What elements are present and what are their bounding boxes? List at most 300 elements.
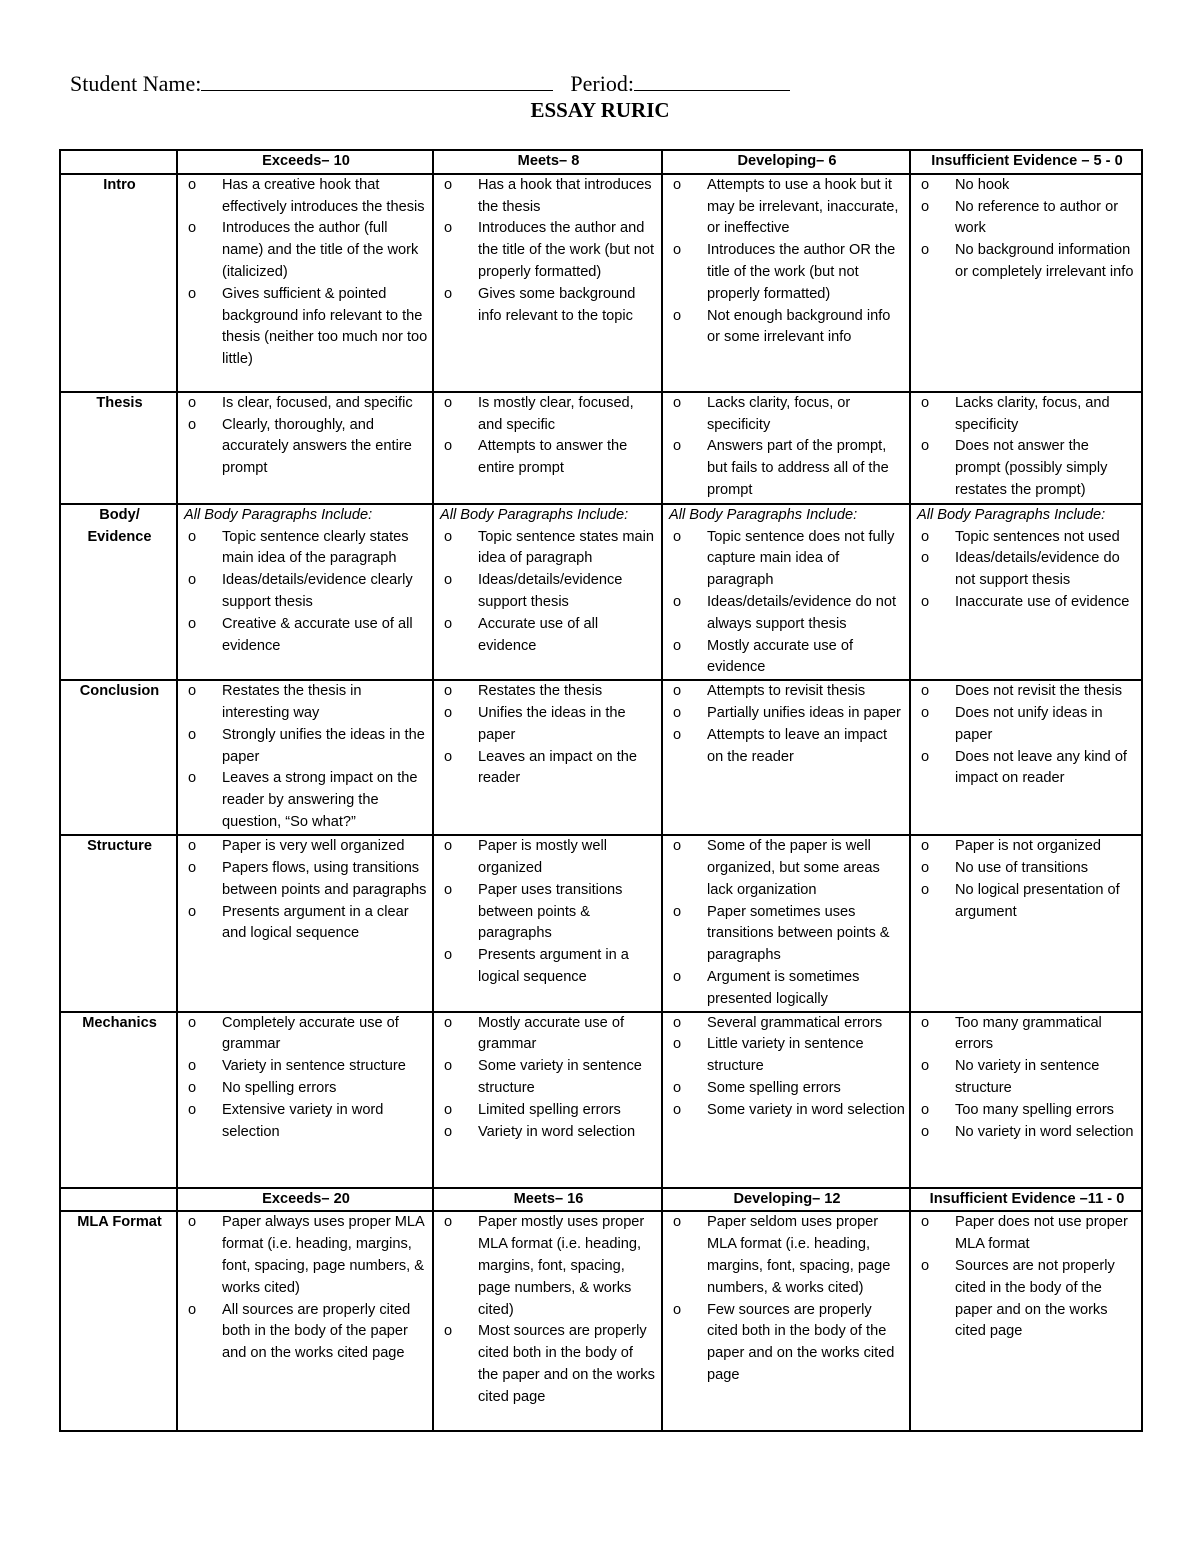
- bullet-icon: o: [921, 528, 930, 545]
- criterion-cell: Mechanics: [60, 1012, 177, 1188]
- period-blank[interactable]: [634, 70, 790, 91]
- descriptor-list: [184, 1212, 428, 1365]
- descriptor-text: Creative & accurate use of all evidence: [222, 615, 413, 654]
- descriptor-item: [440, 1100, 657, 1122]
- descriptor-list: [184, 175, 428, 371]
- descriptor-text: Some variety in sentence structure: [478, 1058, 642, 1096]
- descriptor-text: Paper seldom uses proper MLA format (i.e. heading, margins, font, spacing, page numbers, & works cited): [707, 1214, 891, 1296]
- descriptor-text: Does not answer the prompt (possibly simply restates the prompt): [955, 438, 1108, 498]
- descriptor-text: Leaves an impact on the reader: [478, 748, 638, 787]
- descriptor-cell: [177, 835, 433, 1011]
- descriptor-text: Paper always uses proper MLA format (i.e. heading, margins, font, spacing, page numbers, & works cited): [222, 1214, 425, 1296]
- bullet-icon: o: [921, 748, 930, 765]
- descriptor-item: [440, 527, 657, 571]
- descriptor-cell: [433, 174, 662, 392]
- descriptor-list: [669, 1013, 905, 1122]
- bullet-icon: o: [921, 176, 930, 193]
- bullet-icon: o: [188, 394, 197, 411]
- descriptor-cell: [177, 1211, 433, 1431]
- descriptor-text: Little variety in sentence structure: [707, 1036, 864, 1075]
- descriptor-item: [440, 681, 657, 703]
- descriptor-text: Most sources are properly cited both in the body of the paper and on the works cited page: [478, 1323, 655, 1405]
- descriptor-list: [440, 393, 657, 480]
- descriptor-text: Papers flows, using transitions between points and paragraphs: [222, 859, 427, 898]
- descriptor-text: Topic sentence states main idea of paragraph: [478, 528, 655, 567]
- descriptor-text: Partially unifies ideas in paper: [707, 704, 901, 721]
- descriptor-text: Some spelling errors: [707, 1079, 841, 1096]
- bullet-icon: o: [188, 1101, 197, 1118]
- descriptor-text: Several grammatical errors: [707, 1014, 883, 1031]
- descriptor-text: Paper is not organized: [955, 838, 1102, 855]
- descriptor-list: [669, 527, 905, 680]
- bullet-icon: o: [188, 176, 197, 193]
- descriptor-item: [917, 1122, 1137, 1144]
- descriptor-cell: [910, 1211, 1142, 1431]
- descriptor-item: [440, 1321, 657, 1408]
- rubric-row: [60, 504, 1142, 680]
- descriptor-item: [917, 548, 1137, 592]
- mla-header-row: [60, 1188, 1142, 1212]
- descriptor-list: [669, 393, 905, 502]
- descriptor-list: [184, 681, 428, 834]
- bullet-icon: o: [921, 881, 930, 898]
- descriptor-text: Paper does not use proper MLA format: [955, 1214, 1128, 1253]
- descriptor-text: Paper is very well organized: [222, 838, 405, 855]
- bullet-icon: o: [444, 838, 453, 855]
- descriptor-item: [184, 725, 428, 769]
- descriptor-item: [440, 945, 657, 989]
- descriptor-item: [669, 1300, 905, 1387]
- descriptor-text: Variety in sentence structure: [222, 1058, 406, 1075]
- descriptor-text: Attempts to answer the entire prompt: [478, 438, 628, 477]
- bullet-icon: o: [673, 1214, 682, 1231]
- descriptor-text: Completely accurate use of grammar: [222, 1014, 399, 1053]
- descriptor-item: [669, 436, 905, 501]
- cell-note: All Body Paragraphs Include:: [669, 506, 858, 523]
- descriptor-item: [440, 436, 657, 480]
- bullet-icon: o: [444, 615, 453, 632]
- bullet-icon: o: [444, 1214, 453, 1231]
- descriptor-text: Accurate use of all evidence: [478, 615, 599, 654]
- descriptor-item: [669, 636, 905, 680]
- page-title: ESSAY RURIC: [530, 98, 670, 122]
- column-header: Meets– 16: [433, 1188, 662, 1212]
- bullet-icon: o: [673, 704, 682, 721]
- descriptor-item: [440, 836, 657, 880]
- descriptor-text: Introduces the author and the title of the work (but not properly formatted): [478, 220, 655, 280]
- descriptor-text: Argument is sometimes presented logically: [707, 968, 860, 1007]
- descriptor-cell: [433, 1211, 662, 1431]
- bullet-icon: o: [921, 1101, 930, 1118]
- header-corner-cell: [60, 1188, 177, 1212]
- descriptor-text: Gives some background info relevant to the topic: [478, 285, 636, 324]
- descriptor-item: [669, 306, 905, 350]
- descriptor-item: [669, 1034, 905, 1078]
- descriptor-text: Does not revisit the thesis: [955, 683, 1123, 700]
- descriptor-text: No use of transitions: [955, 859, 1089, 876]
- descriptor-cell: [662, 504, 910, 680]
- descriptor-cell: [433, 1012, 662, 1188]
- bullet-icon: o: [921, 242, 930, 259]
- descriptor-item: [669, 175, 905, 240]
- descriptor-item: [917, 592, 1137, 614]
- descriptor-list: [440, 836, 657, 989]
- bullet-icon: o: [444, 1014, 453, 1031]
- descriptor-text: Lacks clarity, focus, or specificity: [707, 394, 851, 433]
- descriptor-item: [184, 175, 428, 219]
- bullet-icon: o: [921, 1257, 930, 1274]
- bullet-icon: o: [921, 1123, 930, 1140]
- bullet-icon: o: [673, 176, 682, 193]
- descriptor-item: [669, 725, 905, 769]
- descriptor-cell: [177, 392, 433, 504]
- descriptor-text: Some of the paper is well organized, but some areas lack organization: [707, 838, 880, 898]
- descriptor-text: Paper uses transitions between points & paragraphs: [478, 881, 623, 942]
- descriptor-text: Lacks clarity, focus, and specificity: [955, 394, 1110, 433]
- bullet-icon: o: [921, 683, 930, 700]
- bullet-icon: o: [921, 198, 930, 215]
- descriptor-cell: [433, 680, 662, 835]
- column-header: Exceeds– 20: [177, 1188, 433, 1212]
- descriptor-item: [184, 284, 428, 371]
- descriptor-item: [669, 703, 905, 725]
- bullet-icon: o: [444, 438, 453, 455]
- descriptor-item: [440, 880, 657, 945]
- descriptor-text: Mostly accurate use of grammar: [478, 1014, 625, 1053]
- bullet-icon: o: [921, 859, 930, 876]
- descriptor-list: [917, 1013, 1137, 1144]
- bullet-icon: o: [188, 220, 197, 237]
- bullet-icon: o: [921, 1058, 930, 1075]
- descriptor-cell: [910, 174, 1142, 392]
- descriptor-list: [440, 527, 657, 658]
- descriptor-text: Answers part of the prompt, but fails to address all of the prompt: [707, 438, 889, 498]
- student-name-blank[interactable]: [201, 70, 553, 91]
- bullet-icon: o: [444, 947, 453, 964]
- descriptor-item: [440, 218, 657, 283]
- bullet-icon: o: [188, 285, 197, 302]
- bullet-icon: o: [921, 1014, 930, 1031]
- descriptor-text: Some variety in word selection: [707, 1101, 905, 1118]
- bullet-icon: o: [444, 176, 453, 193]
- descriptor-cell: [177, 1012, 433, 1188]
- header-row: [60, 150, 1142, 174]
- descriptor-text: Attempts to revisit thesis: [707, 683, 866, 700]
- bullet-icon: o: [444, 572, 453, 589]
- bullet-icon: o: [188, 528, 197, 545]
- descriptor-item: [184, 768, 428, 833]
- descriptor-text: Has a hook that introduces the thesis: [478, 176, 652, 215]
- descriptor-text: No logical presentation of argument: [955, 881, 1120, 920]
- descriptor-list: [184, 393, 428, 480]
- descriptor-cell: [433, 392, 662, 504]
- descriptor-cell: [910, 680, 1142, 835]
- descriptor-text: Not enough background info or some irrelevant info: [707, 307, 891, 346]
- descriptor-item: [184, 681, 428, 725]
- bullet-icon: o: [921, 704, 930, 721]
- bullet-icon: o: [188, 1058, 197, 1075]
- descriptor-text: Unifies the ideas in the paper: [478, 704, 626, 743]
- descriptor-item: [440, 393, 657, 437]
- bullet-icon: o: [673, 637, 682, 654]
- descriptor-list: [917, 836, 1137, 923]
- descriptor-item: [440, 175, 657, 219]
- bullet-icon: o: [673, 438, 682, 455]
- descriptor-item: [917, 836, 1137, 858]
- descriptor-item: [184, 902, 428, 946]
- bullet-icon: o: [673, 838, 682, 855]
- descriptor-text: Few sources are properly cited both in the body of the paper and on the works cited page: [707, 1301, 895, 1383]
- bullet-icon: o: [673, 307, 682, 324]
- descriptor-list: [917, 1212, 1137, 1343]
- criterion-cell: Body/ Evidence: [60, 504, 177, 680]
- bullet-icon: o: [444, 220, 453, 237]
- descriptor-item: [669, 1013, 905, 1035]
- descriptor-item: [184, 836, 428, 858]
- descriptor-list: [917, 175, 1137, 284]
- descriptor-item: [917, 175, 1137, 197]
- descriptor-text: Paper sometimes uses transitions between points & paragraphs: [707, 903, 890, 964]
- descriptor-text: Ideas/details/evidence do not always support thesis: [707, 593, 897, 632]
- column-header: Exceeds– 10: [177, 150, 433, 174]
- descriptor-list: [669, 836, 905, 1010]
- descriptor-cell: [177, 174, 433, 392]
- descriptor-item: [917, 858, 1137, 880]
- descriptor-item: [917, 197, 1137, 241]
- bullet-icon: o: [444, 394, 453, 411]
- bullet-icon: o: [188, 615, 197, 632]
- descriptor-item: [669, 527, 905, 592]
- criterion-cell: Intro: [60, 174, 177, 392]
- descriptor-cell: [910, 835, 1142, 1011]
- bullet-icon: o: [673, 1101, 682, 1118]
- bullet-icon: o: [188, 1079, 197, 1096]
- bullet-icon: o: [188, 903, 197, 920]
- descriptor-text: Introduces the author OR the title of the work (but not properly formatted): [707, 242, 896, 302]
- descriptor-item: [184, 1056, 428, 1078]
- descriptor-list: [917, 681, 1137, 790]
- bullet-icon: o: [188, 859, 197, 876]
- descriptor-text: Strongly unifies the ideas in the paper: [222, 726, 425, 765]
- descriptor-list: [184, 1013, 428, 1144]
- descriptor-text: Has a creative hook that effectively introduces the thesis: [222, 176, 425, 215]
- descriptor-cell: [177, 680, 433, 835]
- descriptor-item: [917, 1013, 1137, 1057]
- descriptor-text: No background information or completely irrelevant info: [955, 242, 1134, 280]
- bullet-icon: o: [921, 550, 930, 567]
- bullet-icon: o: [188, 838, 197, 855]
- descriptor-text: No variety in word selection: [955, 1123, 1134, 1140]
- descriptor-item: [917, 1100, 1137, 1122]
- descriptor-item: [184, 570, 428, 614]
- descriptor-text: Restates the thesis: [478, 683, 603, 700]
- rubric-row: [60, 1012, 1142, 1188]
- descriptor-item: [917, 681, 1137, 703]
- descriptor-item: [184, 1078, 428, 1100]
- bullet-icon: o: [673, 1014, 682, 1031]
- descriptor-cell: [177, 504, 433, 680]
- descriptor-text: Ideas/details/evidence support thesis: [478, 572, 623, 610]
- descriptor-item: [184, 1300, 428, 1365]
- bullet-icon: o: [188, 1214, 197, 1231]
- descriptor-item: [440, 1013, 657, 1057]
- rubric-row: [60, 835, 1142, 1011]
- descriptor-text: Leaves a strong impact on the reader by answering the question, “So what?”: [222, 770, 418, 830]
- descriptor-item: [917, 1256, 1137, 1343]
- bullet-icon: o: [444, 1101, 453, 1118]
- descriptor-text: Does not unify ideas in paper: [955, 704, 1103, 743]
- descriptor-text: Attempts to use a hook but it may be irrelevant, inaccurate, or ineffective: [707, 176, 899, 237]
- criterion-cell: Structure: [60, 835, 177, 1011]
- column-header: Developing– 6: [662, 150, 910, 174]
- descriptor-list: [184, 527, 428, 658]
- descriptor-cell: [662, 1211, 910, 1431]
- bullet-icon: o: [444, 528, 453, 545]
- descriptor-cell: [662, 1012, 910, 1188]
- cell-note: All Body Paragraphs Include:: [184, 506, 373, 523]
- bullet-icon: o: [673, 1079, 682, 1096]
- descriptor-item: [440, 703, 657, 747]
- cell-note: All Body Paragraphs Include:: [917, 506, 1106, 523]
- criterion-cell: MLA Format: [60, 1211, 177, 1431]
- descriptor-cell: [662, 392, 910, 504]
- bullet-icon: o: [673, 683, 682, 700]
- bullet-icon: o: [188, 770, 197, 787]
- descriptor-list: [440, 175, 657, 328]
- bullet-icon: o: [921, 1214, 930, 1231]
- bullet-icon: o: [444, 748, 453, 765]
- descriptor-item: [440, 570, 657, 614]
- bullet-icon: o: [444, 1323, 453, 1340]
- bullet-icon: o: [188, 726, 197, 743]
- descriptor-cell: [662, 835, 910, 1011]
- descriptor-item: [917, 240, 1137, 284]
- bullet-icon: o: [673, 394, 682, 411]
- period-label: Period:: [570, 71, 634, 96]
- descriptor-item: [669, 836, 905, 901]
- descriptor-text: Presents argument in a logical sequence: [478, 947, 629, 985]
- rubric-row: [60, 680, 1142, 835]
- descriptor-cell: [910, 392, 1142, 504]
- descriptor-item: [669, 592, 905, 636]
- bullet-icon: o: [444, 881, 453, 898]
- descriptor-text: Topic sentences not used: [955, 528, 1120, 545]
- descriptor-text: No spelling errors: [222, 1079, 337, 1096]
- descriptor-text: Limited spelling errors: [478, 1101, 621, 1118]
- descriptor-item: [669, 1100, 905, 1122]
- descriptor-list: [440, 1013, 657, 1144]
- rubric-row: [60, 1211, 1142, 1431]
- descriptor-item: [184, 393, 428, 415]
- descriptor-text: No reference to author or work: [955, 198, 1119, 237]
- rubric-row: [60, 174, 1142, 392]
- descriptor-text: Clearly, thoroughly, and accurately answers the entire prompt: [222, 416, 412, 477]
- bullet-icon: o: [444, 1058, 453, 1075]
- criterion-cell: Conclusion: [60, 680, 177, 835]
- descriptor-item: [184, 527, 428, 571]
- descriptor-item: [669, 1212, 905, 1299]
- bullet-icon: o: [673, 242, 682, 259]
- bullet-icon: o: [673, 903, 682, 920]
- descriptor-list: [184, 836, 428, 945]
- bullet-icon: o: [921, 394, 930, 411]
- bullet-icon: o: [673, 726, 682, 743]
- rubric-row: [60, 392, 1142, 504]
- column-header: Insufficient Evidence –11 - 0: [910, 1188, 1142, 1212]
- bullet-icon: o: [188, 416, 197, 433]
- descriptor-item: [184, 1212, 428, 1299]
- header-line: [70, 70, 790, 97]
- descriptor-item: [669, 967, 905, 1011]
- descriptor-text: Topic sentence clearly states main idea of the paragraph: [222, 528, 409, 567]
- descriptor-item: [669, 393, 905, 437]
- descriptor-cell: [662, 680, 910, 835]
- descriptor-text: Paper is mostly well organized: [478, 838, 607, 876]
- descriptor-item: [917, 880, 1137, 924]
- descriptor-text: Paper mostly uses proper MLA format (i.e. heading, margins, font, spacing, page numbers, & works cited): [478, 1214, 645, 1318]
- descriptor-text: All sources are properly cited both in the body of the paper and on the works cited page: [222, 1301, 411, 1362]
- student-name-label: Student Name:: [70, 71, 202, 96]
- descriptor-text: No hook: [955, 176, 1010, 193]
- descriptor-list: [669, 175, 905, 349]
- descriptor-item: [917, 747, 1137, 791]
- descriptor-item: [184, 1013, 428, 1057]
- descriptor-item: [917, 527, 1137, 549]
- descriptor-item: [440, 614, 657, 658]
- bullet-icon: o: [188, 1301, 197, 1318]
- bullet-icon: o: [444, 704, 453, 721]
- column-header: Meets– 8: [433, 150, 662, 174]
- descriptor-text: Mostly accurate use of evidence: [707, 637, 854, 676]
- descriptor-text: Topic sentence does not fully capture main idea of paragraph: [707, 528, 895, 589]
- bullet-icon: o: [444, 1123, 453, 1140]
- bullet-icon: o: [673, 528, 682, 545]
- descriptor-cell: [433, 835, 662, 1011]
- descriptor-text: Variety in word selection: [478, 1123, 636, 1140]
- bullet-icon: o: [444, 683, 453, 700]
- bullet-icon: o: [921, 438, 930, 455]
- descriptor-list: [669, 1212, 905, 1386]
- descriptor-text: Restates the thesis in interesting way: [222, 683, 362, 721]
- cell-note: All Body Paragraphs Include:: [440, 506, 629, 523]
- descriptor-list: [440, 681, 657, 790]
- descriptor-item: [917, 703, 1137, 747]
- bullet-icon: o: [673, 968, 682, 985]
- descriptor-item: [917, 1056, 1137, 1100]
- bullet-icon: o: [673, 1301, 682, 1318]
- bullet-icon: o: [188, 683, 197, 700]
- descriptor-item: [669, 902, 905, 967]
- rubric-table: [59, 149, 1143, 1432]
- descriptor-item: [184, 614, 428, 658]
- descriptor-item: [669, 240, 905, 305]
- descriptor-text: Too many spelling errors: [955, 1101, 1114, 1118]
- descriptor-text: Gives sufficient & pointed background info relevant to the thesis (neither too much nor too little): [222, 285, 428, 368]
- descriptor-text: Is clear, focused, and specific: [222, 394, 413, 411]
- descriptor-text: Ideas/details/evidence do not support thesis: [955, 550, 1120, 589]
- descriptor-list: [440, 1212, 657, 1408]
- descriptor-text: Inaccurate use of evidence: [955, 593, 1130, 610]
- descriptor-list: [917, 527, 1137, 614]
- descriptor-item: [184, 218, 428, 283]
- descriptor-item: [184, 858, 428, 902]
- descriptor-item: [184, 1100, 428, 1144]
- descriptor-text: Too many grammatical errors: [955, 1014, 1102, 1053]
- descriptor-cell: [910, 504, 1142, 680]
- descriptor-item: [440, 1122, 657, 1144]
- column-header: Developing– 12: [662, 1188, 910, 1212]
- descriptor-item: [440, 1056, 657, 1100]
